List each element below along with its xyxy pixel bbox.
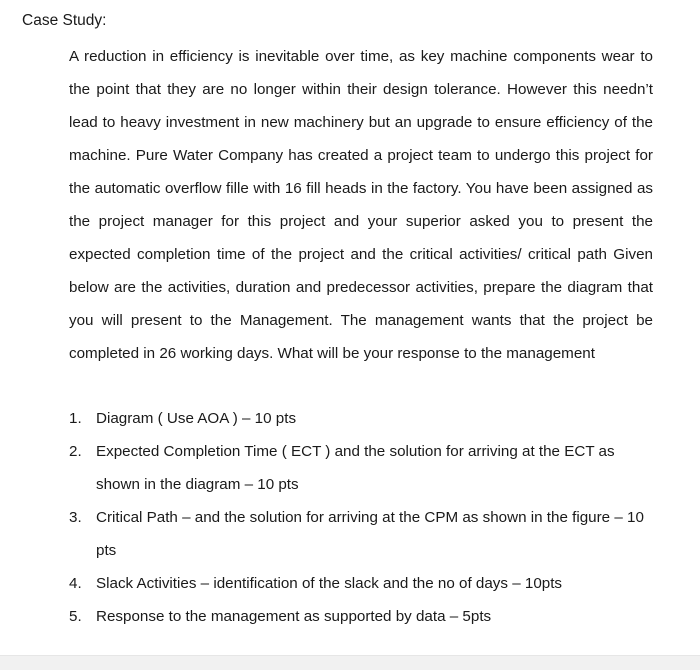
task-item — [69, 501, 657, 567]
page-bottom-band — [0, 655, 700, 670]
task-text: Slack Activities – identification of the slack and the no of days – 10pts — [96, 575, 563, 592]
task-text: Response to the management as supported by data – 5pts — [96, 608, 492, 625]
task-text: Diagram ( Use AOA ) – 10 pts — [96, 410, 297, 427]
task-text: Critical Path – and the solution for arriving at the CPM as shown in the figure – 10 pts — [96, 509, 644, 559]
task-item — [69, 600, 657, 633]
task-number: 3. — [69, 509, 82, 526]
task-list — [69, 402, 657, 633]
task-number: 2. — [69, 443, 82, 460]
task-item — [69, 402, 657, 435]
task-text: Expected Completion Time ( ECT ) and the solution for arriving at the ECT as shown in the diagram – 10 pts — [96, 443, 615, 493]
case-study-paragraph: A reduction in efficiency is inevitable over time, as key machine components wear to the point that they are no longer within their design tolerance. However this needn’t lead to heavy investment in new machinery but an upgrade to ensure efficiency of the machine. Pure Water Company has created a project team to undergo this project for the automatic overflow fille with 16 fill heads in the factory. You have been assigned as the project manager for this project and your superior asked you to present the expected completion time of the project and the critical activities/ critical path Given below are the activities, duration and predecessor activities, prepare the diagram that you will present to the Management. The management wants that the project be completed in 26 working days. What will be your response to the management — [69, 48, 653, 362]
task-item — [69, 435, 657, 501]
case-study-heading: Case Study: — [22, 12, 107, 29]
task-number: 1. — [69, 410, 82, 427]
task-item — [69, 567, 657, 600]
task-number: 4. — [69, 575, 82, 592]
task-number: 5. — [69, 608, 82, 625]
